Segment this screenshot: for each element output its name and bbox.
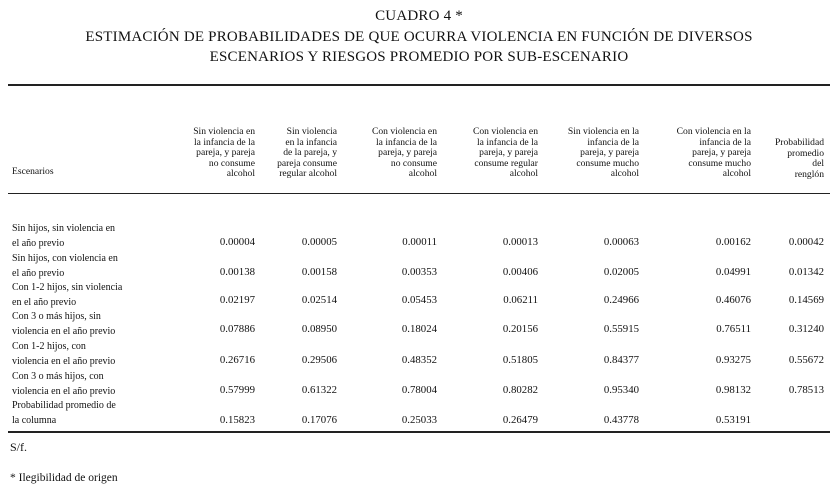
table-cell: 0.00406 <box>502 266 538 278</box>
row-label: Probabilidad promedio de la columna <box>12 400 116 426</box>
column-header-2: Sin violencia en la infancia de la pareja, y pareja consume regular alcohol <box>277 126 337 180</box>
row-label: Con 3 o más hijos, sin violencia en el año previo <box>12 311 116 337</box>
footnote: * Ilegibilidad de origen <box>10 472 118 484</box>
table-cell: 0.08950 <box>301 323 337 335</box>
table-cell: 0.20156 <box>502 323 538 335</box>
table-cell: 0.78513 <box>788 384 824 396</box>
bottom-rule <box>8 431 830 433</box>
table-cell: 0.00063 <box>603 236 639 248</box>
table-cell: 0.57999 <box>219 384 255 396</box>
table-cell: 0.01342 <box>788 266 824 278</box>
column-header-3: Con violencia en la infancia de la pareja, y pareja no consume alcohol <box>371 126 437 180</box>
top-rule <box>8 84 830 86</box>
table-cell: 0.00162 <box>715 236 751 248</box>
header-rule <box>8 193 830 194</box>
column-header-4: Con violencia en la infancia de la pareja, y pareja consume regular alcohol <box>472 126 538 180</box>
row-label: Con 1-2 hijos, con violencia en el año previo <box>12 341 116 367</box>
table-cell: 0.00138 <box>219 266 255 278</box>
table-cell: 0.06211 <box>503 294 538 306</box>
table-title-line-1: ESTIMACIÓN DE PROBABILIDADES DE QUE OCURRA VIOLENCIA EN FUNCIÓN DE DIVERSOS <box>85 29 753 45</box>
table-cell: 0.15823 <box>219 414 255 426</box>
table-cell: 0.26716 <box>219 354 255 366</box>
table-cell: 0.98132 <box>715 384 751 396</box>
table-cell: 0.14569 <box>788 294 824 306</box>
table-cell: 0.02005 <box>603 266 639 278</box>
table-cell: 0.26479 <box>502 414 538 426</box>
table-cell: 0.18024 <box>401 323 437 335</box>
table-cell: 0.46076 <box>715 294 751 306</box>
column-header-1: Sin violencia en la infancia de la pareja, y pareja no consume alcohol <box>193 126 255 180</box>
row-label: Sin hijos, sin violencia en el año previo <box>12 223 116 249</box>
table-cell: 0.61322 <box>301 384 337 396</box>
row-label: Con 1-2 hijos, sin violencia en el año previo <box>12 282 123 308</box>
row-label: Con 3 o más hijos, con violencia en el año previo <box>12 371 116 397</box>
table-cell: 0.05453 <box>401 294 437 306</box>
table-cell: 0.53191 <box>715 414 751 426</box>
table-cell: 0.48352 <box>401 354 437 366</box>
table-cell: 0.84377 <box>603 354 639 366</box>
table-cell: 0.00353 <box>401 266 437 278</box>
column-header-7: Probabilidad promedio del renglón <box>774 137 824 180</box>
header-escenarios: Escenarios <box>12 166 54 178</box>
table-cell: 0.07886 <box>219 323 255 335</box>
table-cell: 0.00042 <box>788 236 824 248</box>
table-cell: 0.51805 <box>502 354 538 366</box>
table-cell: 0.02514 <box>301 294 337 306</box>
table-cell: 0.00158 <box>301 266 337 278</box>
table-title-line-2: ESCENARIOS Y RIESGOS PROMEDIO POR SUB-ESCENARIO <box>209 49 629 65</box>
table-cell: 0.25033 <box>401 414 437 426</box>
table-cell: 0.43778 <box>603 414 639 426</box>
table-cell: 0.29506 <box>301 354 337 366</box>
table-cell: 0.80282 <box>502 384 538 396</box>
table-cell: 0.00004 <box>219 236 255 248</box>
table-cell: 0.93275 <box>715 354 751 366</box>
column-header-5: Sin violencia en la infancia de la pareja, y pareja consume mucho alcohol <box>567 126 639 180</box>
table-number: CUADRO 4 * <box>375 8 463 24</box>
table-cell: 0.02197 <box>219 294 255 306</box>
table-cell: 0.95340 <box>603 384 639 396</box>
table-cell: 0.55672 <box>788 354 824 366</box>
table-cell: 0.55915 <box>603 323 639 335</box>
row-label: Sin hijos, con violencia en el año previo <box>12 253 118 279</box>
table-cell: 0.78004 <box>401 384 437 396</box>
table-cell: 0.00011 <box>402 236 437 248</box>
table-cell: 0.17076 <box>301 414 337 426</box>
source-note: S/f. <box>10 440 28 454</box>
table-cell: 0.31240 <box>788 323 824 335</box>
table-cell: 0.00005 <box>301 236 337 248</box>
table-cell: 0.00013 <box>502 236 538 248</box>
column-header-6: Con violencia en la infancia de la pareja, y pareja consume mucho alcohol <box>676 126 751 180</box>
table-cell: 0.24966 <box>603 294 639 306</box>
table-cell: 0.76511 <box>716 323 751 335</box>
table-cell: 0.04991 <box>715 266 751 278</box>
